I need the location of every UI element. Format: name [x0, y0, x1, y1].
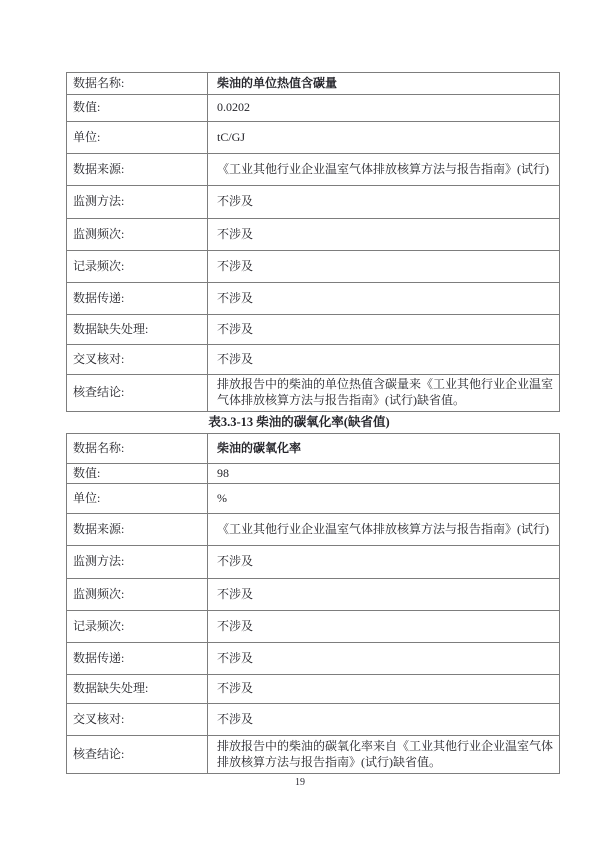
- row-label: 监测频次:: [67, 219, 208, 251]
- row-label: 记录频次:: [67, 611, 208, 643]
- table-row: [67, 736, 560, 774]
- row-label: 数据传递:: [67, 643, 208, 675]
- row-label: 数据传递:: [67, 283, 208, 315]
- table-row: [67, 434, 560, 464]
- table-row: [67, 464, 560, 484]
- row-label: 交叉核对:: [67, 345, 208, 375]
- row-value: 不涉及: [208, 675, 560, 704]
- table-row: [67, 345, 560, 375]
- table-row: [67, 375, 560, 412]
- row-label: 数据名称:: [67, 434, 208, 464]
- row-value: 不涉及: [208, 315, 560, 345]
- row-value: 不涉及: [208, 186, 560, 219]
- row-value: 排放报告中的柴油的单位热值含碳量来《工业其他行业企业温室气体排放核算方法与报告指南》(试行)缺省值。: [208, 375, 560, 412]
- table-row: [67, 122, 560, 154]
- row-value: tC/GJ: [208, 122, 560, 154]
- row-label: 数值:: [67, 464, 208, 484]
- row-value: %: [208, 484, 560, 514]
- row-label: 数据缺失处理:: [67, 315, 208, 345]
- row-value: 不涉及: [208, 345, 560, 375]
- row-value: 不涉及: [208, 546, 560, 579]
- table-row: [67, 95, 560, 122]
- parameter-table-carbon-oxidation-rate: [66, 433, 560, 774]
- row-value: 不涉及: [208, 283, 560, 315]
- row-value: 柴油的碳氧化率: [208, 434, 560, 464]
- table-row: [67, 251, 560, 283]
- table-row: [67, 546, 560, 579]
- parameter-table-heat-value-carbon-content: [66, 72, 560, 412]
- table-row: [67, 484, 560, 514]
- row-label: 数据来源:: [67, 154, 208, 186]
- row-label: 单位:: [67, 122, 208, 154]
- row-value: 0.0202: [208, 95, 560, 122]
- row-label: 交叉核对:: [67, 704, 208, 736]
- row-value: 不涉及: [208, 611, 560, 643]
- row-label: 数据缺失处理:: [67, 675, 208, 704]
- row-label: 记录频次:: [67, 251, 208, 283]
- table-caption: 表3.3-13 柴油的碳氧化率(缺省值): [208, 415, 390, 429]
- table-row: [67, 219, 560, 251]
- row-label: 数值:: [67, 95, 208, 122]
- row-label: 单位:: [67, 484, 208, 514]
- table-row: [67, 514, 560, 546]
- row-value: 不涉及: [208, 219, 560, 251]
- row-value: 98: [208, 464, 560, 484]
- row-label: 监测方法:: [67, 546, 208, 579]
- table-row: [67, 154, 560, 186]
- table-row: [67, 186, 560, 219]
- table-row: [67, 579, 560, 611]
- row-value: 不涉及: [208, 643, 560, 675]
- row-label: 监测频次:: [67, 579, 208, 611]
- row-label: 数据名称:: [67, 73, 208, 95]
- row-value: 《工业其他行业企业温室气体排放核算方法与报告指南》(试行): [208, 514, 560, 546]
- row-value: 《工业其他行业企业温室气体排放核算方法与报告指南》(试行): [208, 154, 560, 186]
- table-row: [67, 283, 560, 315]
- table-row: [67, 704, 560, 736]
- row-label: 核查结论:: [67, 736, 208, 774]
- row-label: 监测方法:: [67, 186, 208, 219]
- row-value: 不涉及: [208, 704, 560, 736]
- table-row: [67, 675, 560, 704]
- table-row: [67, 643, 560, 675]
- table-row: [67, 611, 560, 643]
- row-value: 排放报告中的柴油的碳氧化率来自《工业其他行业企业温室气体排放核算方法与报告指南》(试行)缺省值。: [208, 736, 560, 774]
- row-value: 柴油的单位热值含碳量: [208, 73, 560, 95]
- row-label: 数据来源:: [67, 514, 208, 546]
- row-label: 核查结论:: [67, 375, 208, 412]
- page-number: 19: [295, 777, 305, 788]
- table-row: [67, 73, 560, 95]
- row-value: 不涉及: [208, 251, 560, 283]
- row-value: 不涉及: [208, 579, 560, 611]
- table-row: [67, 315, 560, 345]
